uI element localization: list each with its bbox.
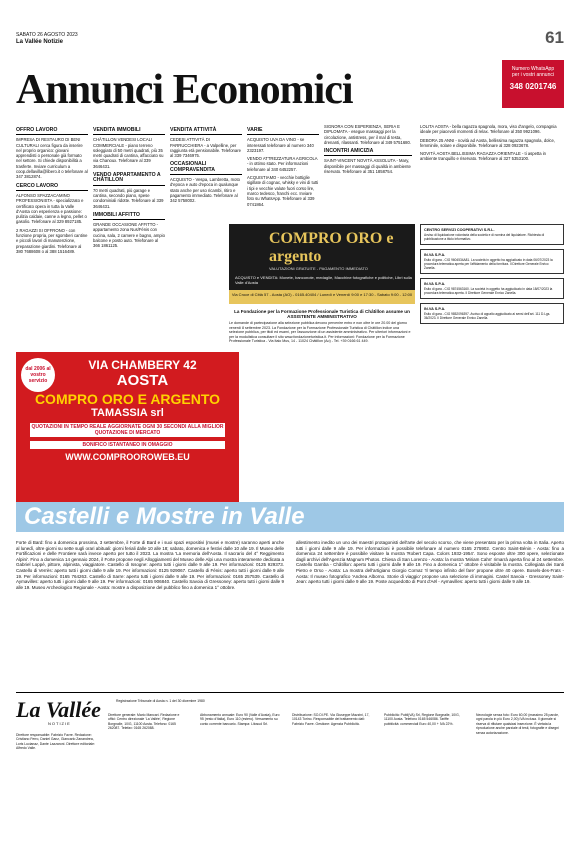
column-heading: VENDITA ATTIVITÀ xyxy=(170,128,242,135)
notice-text: Esito di gara - CIG 9604534A81. La società in oggetto ha aggiudicato in data 06/07/2023 la procedura telematica aperta per l'affidamento della fornitura. Il Direttore Generale Enrico Zanella. xyxy=(424,258,553,270)
column-vendita-immobili xyxy=(93,124,165,252)
ad-text: CHÂTILLON VENDESI LOCALI COMMERCIALE - piano terreno soleggiato di 50 metri quadrati, più 35 metri quadrati di cantina, affacciato su via Chanoux. Telefonare al 339 3646431. xyxy=(93,137,164,169)
notice-box xyxy=(420,303,564,324)
ad-text: VENDO ATTREZZATURA AGRICOLA - in ottimo stato. Per informazioni telefonare al 340 6452257. xyxy=(247,156,318,172)
column-vendita-attivita xyxy=(170,124,242,207)
column-varie xyxy=(247,124,319,210)
column-heading: VARIE xyxy=(247,128,319,135)
ad-text: DEBORA 25 ANNI - novità ad Aosta, bellissima ragazza spagnola, dolce, femminile, solare e disponibile. Telefonare al 328 0923678. xyxy=(420,137,556,148)
footer-col-4: Distribuzione: SO.DI.PE. Via Giuseppe Mazzini, 17, 10143 Torino. Responsabile del trattamento dati: Fabrizio Favre. Gestione: Agenzia Pubblicità. xyxy=(292,713,370,726)
column-massaggi xyxy=(324,124,412,177)
column-heading: CERCO LAVORO xyxy=(16,184,88,191)
whatsapp-line1: Numero WhatsApp xyxy=(511,66,555,72)
ad-quotation-info: QUOTAZIONI IN TEMPO REALE AGGIORNATE OGNI 30 SECONDI ALLA MIGLIOR QUOTAZIONE DI MERCATO xyxy=(31,424,224,436)
ad2-address-bar: Via Croce di Città 57 - Aosta (AO) - 0165.40404 / Lunedì e Venerdì 9:00 e 17:30 - Sabato 9:00 - 12:00 xyxy=(229,290,415,304)
ad-text: ACQUISTO - Vespa, Lambretta, moto d'epoca e auto d'epoca in qualunque stato anche per uso ricambi, ritiro e pagamento immediato. Telefonare al 342 5758002. xyxy=(170,177,240,204)
ad-text: ACQUISTIAMO - vecchie bottiglie sigillate di cognac, whisky e vini di tutti i tipi e vecchie valute fuori corso lire, marco tedesco, franchi ecc. Inviare foto su WhatsApp. Telefonare al 339 0741864. xyxy=(247,175,319,207)
notice-text: Esito di gara - CIG 9874563160. La società in oggetto ha aggiudicato in data 18/07/2023 la procedura telematica aperta. Il Direttore Generale Enrico Zanella. xyxy=(424,287,553,295)
notice-title: IN.VA S.P.A. xyxy=(424,253,446,257)
footer-col-3: Abbonamento annuale: Euro 90 (Valle d'Aosta), Euro 95 (resto d'Italia), Euro 110 (estero). Versamento su conto corrente bancario. Stampa: Litosud Srl. xyxy=(200,713,280,726)
column-heading: OCCASIONALI COMPRAVENDITA xyxy=(170,162,242,175)
ad-text: CEDESI ATTIVITÀ DI PARRUCCHIERA - a Valpelline, per raggiunta età pensionabile. Telefonare al 339 7346975. xyxy=(170,137,241,159)
footer-logo: La Vallée xyxy=(16,697,101,722)
column-offro-lavoro xyxy=(16,124,88,257)
page-title: Annunci Economici xyxy=(16,67,353,113)
column-heading: VENDITA IMMOBILI xyxy=(93,128,165,135)
column-incontri xyxy=(420,124,564,165)
ad-text: ACQUISTO UVA DA VINO - se interessati telefonare al numero 340 2323197. xyxy=(247,137,314,153)
ad-text: GRANDE OCCASIONE AFFITTO - appartamento zona Nus/Fénis con cucina, sala, 2 camere e bagno, ampio balcone e posto auto. Telefonare al 366 1861125. xyxy=(93,222,165,249)
footer-col-5: Pubblicità: Publi(VA) Srl, Regione Borgnalle, 10/G, 11100 Aosta. Telefono 0165 546086. Tariffe pubblicità: commerciali Euro 40,00 + IVA 22%. xyxy=(384,713,460,726)
masthead-footer xyxy=(16,692,564,788)
footer-col-2: Direttore generale: Mario Mancari. Redazione e uffici: Centro direzionale 'La Vallée', Regione Borgnalle, 10/G, 11100 Aosta. Telefono: 0165 262087. Telefax: 0165 262088. xyxy=(108,713,180,731)
notice-text: Avviso di liquidazione volontaria della società e di nomina del liquidatore. Richiesta di pubblicazione a titolo informativo. xyxy=(424,233,545,241)
page-header xyxy=(16,28,564,54)
section-banner: Castelli e Mostre in Valle xyxy=(16,502,564,532)
notice-title: IN.VA S.P.A. xyxy=(424,282,446,286)
notice-box xyxy=(420,249,564,274)
column-heading: VENDO APPARTAMENTO A CHÂTILLON xyxy=(93,173,165,186)
whatsapp-box xyxy=(502,60,564,108)
ad-text: SAINT-VINCENT NOVITÀ ASSOLUTA - Mary, disponibile per massaggi di qualità in ambiente riservato. Telefonare al 351 1858754. xyxy=(324,158,411,175)
ad-text: NOVITÀ AOSTA BELLISSIMA RAGAZZA ORIENTALE - ti aspetta in ambiente tranquillo e riservato. Telefonare al 327 5353100. xyxy=(420,151,546,162)
notice-box xyxy=(420,224,564,245)
ad2-logo xyxy=(229,224,415,266)
ad2-sub: VALUTAZIONI GRATUITE - PAGAMENTO IMMEDIATO xyxy=(269,266,368,271)
column-heading: INCONTRI AMICIZIA xyxy=(324,149,412,156)
ad-brand: TAMASSIA srl xyxy=(91,407,164,419)
footer-logo-sub: NOTIZIE xyxy=(48,721,71,726)
ad-text: 2 RAGAZZI SI OFFRONO - con funzione propria, per sgomberi cantine e piccoli lavori di manutenzione, preparazione giardini. Telefonare al 380 7688608 o al 388 1516489. xyxy=(16,227,88,254)
header-publication: La Vallée Notizie xyxy=(16,39,64,45)
header-date: SABATO 26 AGOSTO 2023 xyxy=(16,32,78,38)
fondazione-text: Le domande di partecipazione alla selezione pubblica devono pervenire entro e non oltre le ore 20.00 del giorno venerdì 8 settembre 2023. La Fondazione per la Formazione Professionale Turistica di Châtillon indice una selezione pubblica, per titoli ed esami, per l'assunzione di un assistente amministrativo. Per ulteriori informazioni e per la modulistica consultare il sito www.fondazioneturistica.it. Per informazioni: Fondazione per la Formazione Professionale Turistica - Via Italo Mus, 14 - 11024 Châtillon (Ao) - Tel. +39 0166 61 449. xyxy=(229,321,411,343)
notice-title: IN.VA S.P.A. xyxy=(424,307,446,311)
footer-col-1: Direttore responsabile: Fabrizio Favre. Redazione: Cristiano Ferro, Daniel Ganz, Giancarlo Zanandrea, Loris Lucianaz, Dante Lazzaroni. Direttore editoriale: Alfredo Valle. xyxy=(16,733,95,751)
whatsapp-line2: per i vostri annunci xyxy=(512,72,554,78)
ad2-logo-b: ORO e argento xyxy=(269,230,394,265)
footer-col-6: Necrologie senza foto: Euro 60,00 (massimo 25 parole, ogni parola in più Euro 2,00) IVA inclusa. Il giornale si riserva di rifiutare qualsiasi inserzione. È vietata la riproduzione anche parziale di testi, fotografie e disegni senza autorizzazione. xyxy=(476,713,559,735)
ad-compro-oro-argento xyxy=(229,224,415,304)
ad-text: ALFONSO SPAZZACAMINO PROFESSIONISTA - specializzato e certificato opera in tutta la Valle d'Aosta con esperienza e passione: pulizia caldaie, canne a legno, pellet o gasolio. Telefonare al 329 8927185. xyxy=(16,192,87,225)
ad-city: AOSTA xyxy=(116,372,169,389)
whatsapp-number: 348 0201746 xyxy=(509,82,557,91)
column-heading: IMMOBILI AFFITTO xyxy=(93,213,165,220)
ad2-list: ACQUISTO e VENDITA: Monete, banconote, medaglie, Macchine fotografiche e politiche, Libri sulla Valle d'Aosta xyxy=(235,275,412,285)
fondazione-announcement xyxy=(229,310,415,344)
ad-text: LOLITA AOSTA - bella ragazza spagnola, mora, viso d'angelo, compagnia ideale per piacevoli momenti di relax. Telefonare al 350 9921096. xyxy=(420,124,557,135)
footer-registration: Registrazione Tribunale di Aosta n. 1 del 30 dicembre 1980 xyxy=(116,699,205,703)
ad-street: VIA CHAMBERY 42 xyxy=(88,358,197,372)
ad2-logo-a: COMPRO xyxy=(269,230,342,247)
castelli-text-left: Forte di Bard: fino a domenica prossima, 3 settembre, il Forte di Bard e i suoi spazi espositivi (musei e mostre) saranno aperti anche al lunedì, oltre giorni su sette sugli orari abituali: giorni feriali dalle 10 alle 18; sabato, domenica e festivi dalle 10 alle 19. Il Museo delle Fortificazioni e delle Frontiere sarà invece aperto per tutto il 2023. La mostra 'La memoria dell'Aosta. Il sacrario del 4° Reggimento Alpini'. Fino a domenica 14 gennaio 2024, il Forte propone negli Alloggiamenti del Museo delle Alpi una mostra interamente dedicata a Gabriel Loppé, pittore, alpinista, viaggiatore. Castello di Issogne: aperto tutti i giorni dalle 9 alle 19. Per informazioni: 0125 929373. Castello di Verrès: aperto tutti i giorni dalle 9 alle 19. Per informazioni: 0125 929067. Castello di Fénis: aperto tutti i giorni dalle 9 alle 19. Per informazioni: 0165 764263. Castello di Sarre: aperto tutti i giorni dalle 9 alle 19. Per informazioni: 0165 257539. Castello di Aymavilles: aperto tutti i giorni dalle 9 alle 19. Per informazioni: 0165 906840. Castello Savoia di Gressoney: aperto tutti i giorni dalle 9 alle 19. Museo Archeologico Regionale - Aosta: mostre a disposizione del pubblico fino a domenica 1° ottobre. xyxy=(16,540,284,590)
page-number: 61 xyxy=(545,28,564,47)
ad-url: WWW.COMPROOROWEB.EU xyxy=(65,452,190,462)
ad-text: 70 metri quadrati, più garage e cantina, secondo piano, spese condominiali ridotte. Telefonare al 339 3646431. xyxy=(93,187,164,209)
ad-compro-oro-tamassia xyxy=(16,352,239,504)
ad-headline: COMPRO ORO E ARGENTO xyxy=(34,391,221,407)
ad-bonus-info: BONIFICO ISTANTANEO IN OMAGGIO xyxy=(30,441,225,449)
since-badge: dal 2006 al vostro servizio xyxy=(21,358,55,392)
notice-title: CENTRO SERVIZI COOPERATIVI S.R.L. xyxy=(424,228,495,232)
castelli-text-right: allestimento inedito un uno dei maestri protagonisti dell'arte del secolo scorso, che viene presentato per la prima volta in Italia. Aperto tutti i giorni dalle 9 alle 19. Per informazioni è possibile telefonare al numero 0165 275902. Centro Saint-Bénin - Aosta: fino a domenica 24 settembre è possibile visitare la mostra 'Robert Capa. Colors 1932-1954'. Sono esposte oltre 300 opere, selezionate dagli archivi dell'Agenzia Magnum Photos. Chiesa di San Lorenzo - Aosta: la mostra 'Miriam Cahn' rimarrà aperta fino al 24 settembre. Castello Gamba - Châtillon: aperto tutti i giorni dalle 9 alle 19. Fino a domenica 1° ottobre è visitabile la mostra. Collegiata dei Santi Pietro e Orso - Aosta: La mostra dell'artigiano Giorgio Cornaz 'Il tempo infinito del fare' propone oltre 40 opere. Bosels-des-Frats - Aosta: Il museo fotografico 'Andrea Alborno. Storie di viaggio' propone una selezione di immagini. Castel Savoia - Gressoney Saint-Jean: aperto tutti i giorni dalle 9 alle 19. Poste acquedotto di Pont d'Aël - Aymavilles: aperto tutti i giorni dalle 9 alle 19. xyxy=(296,540,564,585)
fondazione-heading: La Fondazione per la Formazione Professionale Turistica di Châtillon assume un ASSISTENTE AMMINISTRATIVO xyxy=(234,309,410,319)
notice-text: Esito di gara - CIG 9852096397. Avviso di appalto aggiudicato ai sensi dell'art. 111 D.Lgs. 36/2023. Il Direttore Generale Enrico Zanella. xyxy=(424,312,551,320)
column-heading: OFFRO LAVORO xyxy=(16,128,88,135)
legal-notices xyxy=(420,224,564,328)
ad-text: IMPRESA DI RESTAURO DI BENI CULTURALI cerca figura da inserire nel proprio organico: giovani apprendisti o personale già formato nel settore. Si chiede disponibilità a trasferte. Inviare curriculum a coop.dellavilla@libero.it o telefonare al 347 3812874. xyxy=(16,137,88,180)
notice-box xyxy=(420,278,564,299)
ad-text: SIGNORA CON ESPERIENZA, SERIA E DIPLOMATA - esegue massaggi per la circolazione, antistress, per il mal di testa, drenanti, rilassanti. Telefonare al 349 5751680. xyxy=(324,124,411,145)
